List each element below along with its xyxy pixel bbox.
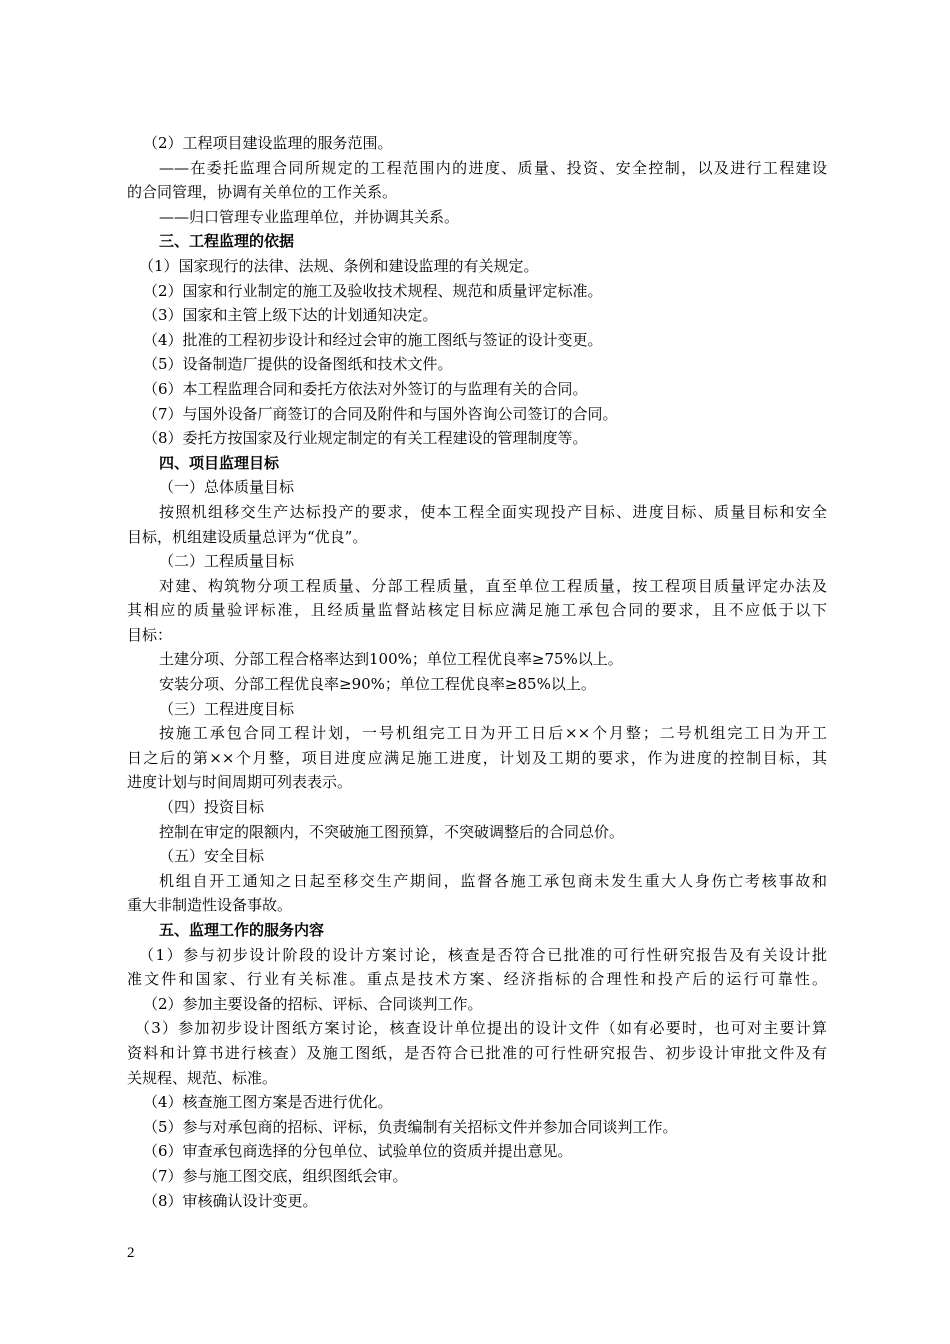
text-line: （1）参与初步设计阶段的设计方案讨论，核查是否符合已批准的可行性研究报告及有关设计批 [139, 945, 827, 964]
text-line: （7）参与施工图交底，组织图纸会审。 [143, 1166, 408, 1185]
text-line: 关规程、规范、标准。 [127, 1068, 278, 1087]
text-line: （7）与国外设备厂商签订的合同及附件和与国外咨询公司签订的合同。 [143, 404, 618, 423]
text-line: ——归口管理专业监理单位，并协调其关系。 [159, 207, 460, 226]
text-line: 土建分项、分部工程合格率达到100%；单位工程优良率≥75%以上。 [159, 650, 623, 669]
section-heading: 五、监理工作的服务内容 [159, 921, 325, 939]
text-line: （6）审查承包商选择的分包单位、试验单位的资质并提出意见。 [143, 1142, 573, 1161]
text-line: （5）参与对承包商的招标、评标，负责编制有关招标文件并参加合同谈判工作。 [143, 1117, 678, 1136]
text-line: （2）国家和行业制定的施工及验收技术规程、规范和质量评定标准。 [143, 281, 603, 300]
text-line: （3）国家和主管上级下达的计划通知决定。 [143, 306, 438, 325]
text-line: 日之后的第××个月整，项目进度应满足施工进度，计划及工期的要求，作为进度的控制目标，其 [127, 748, 827, 767]
text-line: （二）工程质量目标 [159, 552, 295, 571]
section-heading: 三、工程监理的依据 [159, 232, 295, 251]
text-line: （一）总体质量目标 [159, 478, 295, 497]
text-line: ——在委托监理合同所规定的工程范围内的进度、质量、投资、安全控制，以及进行工程建设 [159, 158, 827, 177]
text-line: 准文件和国家、行业有关标准。重点是技术方案、经济指标的合理性和投产后的运行可靠性。 [127, 970, 827, 989]
text-line: 其相应的质量验评标准，且经质量监督站核定目标应满足施工承包合同的要求，且不应低于以下 [127, 601, 827, 620]
text-line: （1）国家现行的法律、法规、条例和建设监理的有关规定。 [139, 256, 539, 275]
text-line: （三）工程进度目标 [159, 699, 295, 718]
text-line: 安装分项、分部工程优良率≥90%；单位工程优良率≥85%以上。 [159, 675, 596, 694]
text-line: （4）批准的工程初步设计和经过会审的施工图纸与签证的设计变更。 [143, 330, 603, 349]
section-heading: 四、项目监理目标 [159, 453, 280, 472]
text-line: （5）设备制造厂提供的设备图纸和技术文件。 [143, 355, 453, 374]
text-line: 重大非制造性设备事故。 [127, 896, 293, 915]
text-line: （五）安全目标 [159, 847, 265, 866]
page-number: 2 [127, 1245, 135, 1261]
text-line: （四）投资目标 [159, 798, 265, 817]
text-line: 控制在审定的限额内，不突破施工图预算，不突破调整后的合同总价。 [159, 822, 625, 841]
text-line: （4）核查施工图方案是否进行优化。 [143, 1093, 393, 1112]
text-line: （2）参加主要设备的招标、评标、合同谈判工作。 [143, 994, 483, 1013]
text-line: （8）委托方按国家及行业规定制定的有关工程建设的管理制度等。 [143, 429, 588, 448]
text-line: 机组自开工通知之日起至移交生产期间，监督各施工承包商未发生重大人身伤亡考核事故和 [159, 871, 827, 890]
document-body [127, 131, 827, 1213]
text-line: 按照机组移交生产达标投产的要求，使本工程全面实现投产目标、进度目标、质量目标和安全 [159, 502, 827, 521]
text-line: （3）参加初步设计图纸方案讨论，核查设计单位提出的设计文件（如有必要时，也可对主要计算 [135, 1019, 827, 1038]
text-line: 的合同管理，协调有关单位的工作关系。 [127, 183, 398, 202]
text-line: （8）审核确认设计变更。 [143, 1191, 318, 1210]
text-line: 资料和计算书进行核查）及施工图纸，是否符合已批准的可行性研究报告、初步设计审批文件及有 [127, 1043, 827, 1062]
text-line: 进度计划与时间周期可列表表示。 [127, 773, 353, 792]
text-line: 对建、构筑物分项工程质量、分部工程质量，直至单位工程质量，按工程项目质量评定办法及 [159, 576, 827, 595]
text-line: 目标，机组建设质量总评为“优良”。 [127, 527, 368, 546]
text-line: 目标： [127, 625, 173, 644]
text-line: 按施工承包合同工程计划，一号机组完工日为开工日后××个月整；二号机组完工日为开工 [159, 724, 827, 743]
text-line: （2）工程项目建设监理的服务范围。 [143, 134, 393, 152]
text-line: （6）本工程监理合同和委托方依法对外签订的与监理有关的合同。 [143, 379, 588, 398]
